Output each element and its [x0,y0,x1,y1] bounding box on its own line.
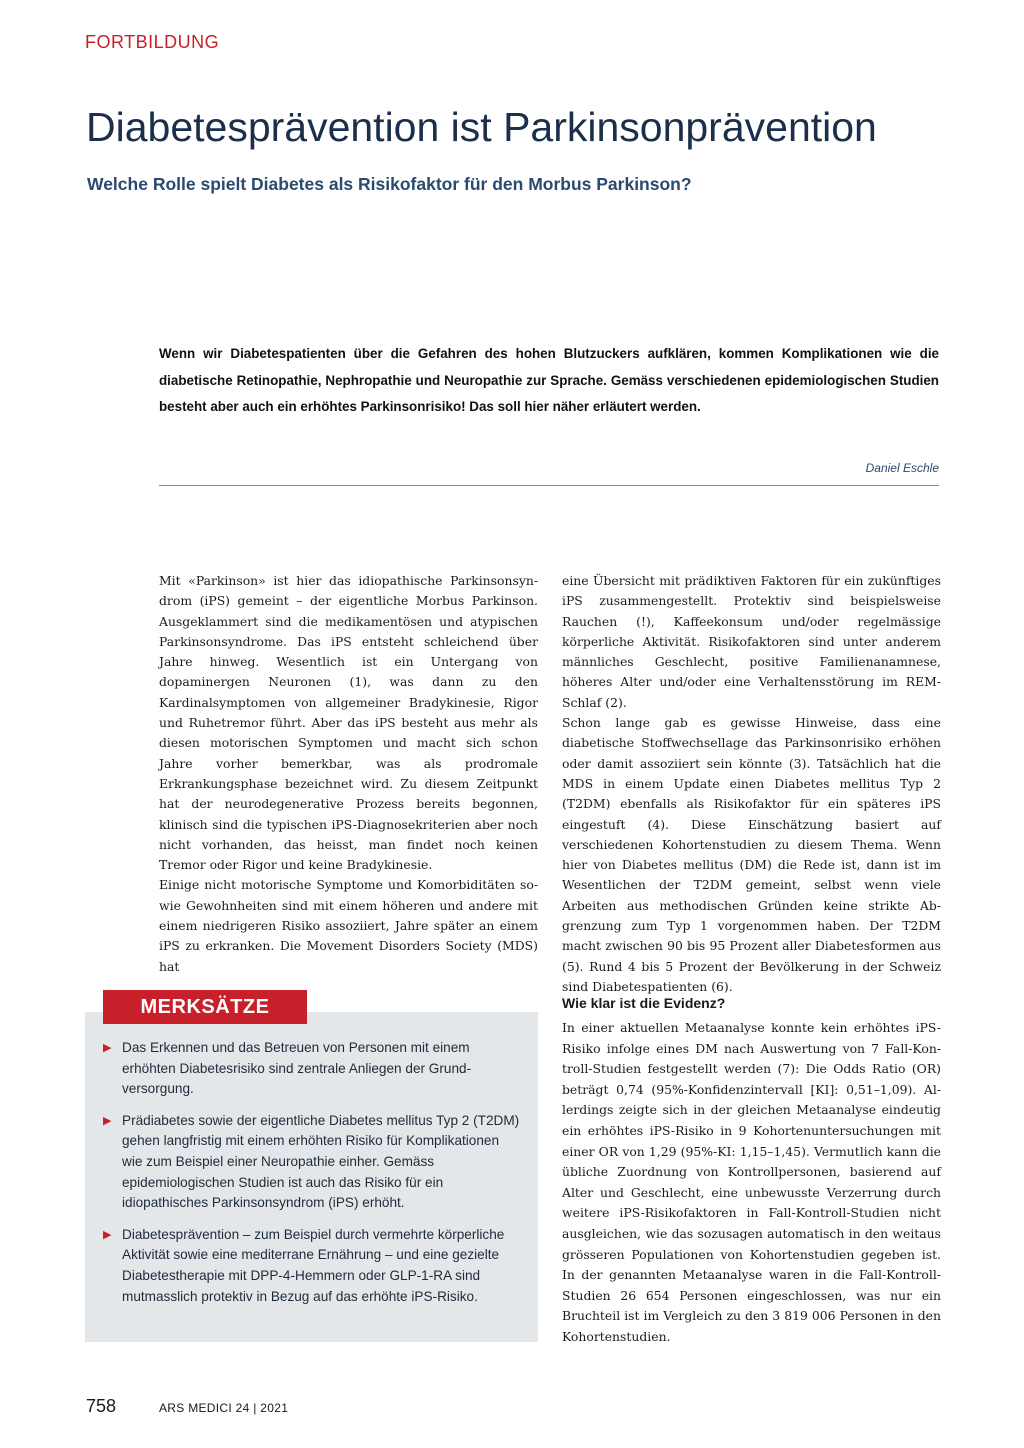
right-column [562,571,941,997]
journal-issue: ARS MEDICI 24 | 2021 [159,1401,289,1415]
list-item-text: Das Erkennen und das Betreuen von Personen mit einem erhöhten Diabetesrisiko sind zentrale Anliegen der Grundversorgung. [122,1040,472,1097]
list-item-text: Prädiabetes sowie der eigentliche Diabetes mellitus Typ 2 (T2DM) gehen langfristig mit einem erhöhten Risiko für Komplikationen wie zum Beispiel einer Neuropathie einher. Gemäss epidemiologischen Studien ist auch das Risiko für ein idiopathisches Parkinsonsyndrom (iPS) erhöht. [122,1112,520,1211]
list-item-text: Diabetesprävention – zum Beispiel durch vermehrte körperliche Aktivität sowie eine mediterrane Ernährung – und eine gezielte Diabetestherapie mit DPP-4-Hemmern oder GLP-1-RA sind mutmasslich protektiv in Bezug auf das erhöhte iPS-Risiko. [122,1226,505,1304]
list-item [103,1111,523,1214]
triangle-bullet-icon: ▶ [103,1042,112,1054]
article-title: Diabetesprävention ist Parkinsonprävention [86,104,877,150]
body-paragraph: Schon lange gab es gewisse Hinweise, dass eine diabetische Stoffwechsellage das Parkinsonrisiko erhöhen oder damit assoziiert sein könnte (3). Tatsächlich hat die MDS in einem Update einen Diabetes mellitus Typ 2 (T2DM) ebenfalls als Risikofaktor für ein späteres iPS eingestuft (4). Diese Einschätzung basiert auf verschiedenen Kohortenstudien zu diesem Thema. Wenn hier von Diabetes mellitus (DM) die Rede ist, dann ist im Wesentlichen der T2DM gemeint, selbst wenn viele Arbeiten aus methodischen Gründen keine strikte Abgrenzung zum Typ 1 vorgenommen haben. Der T2DM macht zwischen 90 bis 95 Prozent aller Diabetesformen aus (5). Rund 4 bis 5 Prozent der Bevölkerung in der Schweiz sind Diabetespatienten (6). [562,715,941,994]
author-name: Daniel Eschle [865,461,939,475]
list-item [103,1225,523,1307]
key-points-title: MERKSÄTZE [103,990,307,1024]
body-paragraph: Mit «Parkinson» ist hier das idiopathische Parkinsonsyndrom (iPS) gemeint – der eigentliche Morbus Parkinson. Ausgeklammert sind die medikamentösen und atypischen Parkinsonsyndrome. Das iPS entsteht schleichend über Jahre hinweg. Wesentlich ist ein Untergang von dopaminergen Neuronen (1), was dann zu den Kardinalsymptomen von allgemeiner Bradykinesie, Rigor und Ruhetremor führt. Aber das iPS besteht aus mehr als diesen motorischen Symptomen und macht sich schon Jahre vorher bemerkbar, was als prodromale Erkrankungsphase bezeichnet wird. Zu diesem Zeitpunkt hat der neurodegenerative Prozess bereits begonnen, klinisch sind die typischen iPS-Diagnosekriterien aber noch nicht vorhanden, das heisst, man findet noch keinen Tremor oder Rigor und keine Bradykinesie. [159,573,538,873]
section-heading-evidence: Wie klar ist die Evidenz? [562,995,726,1011]
page-number: 758 [86,1396,117,1416]
lead-paragraph: Wenn wir Diabetespatienten über die Gefahren des hohen Blutzuckers aufklären, kommen Komplikationen wie die diabetische Retinopathie, Nephropathie und Neuropathie zur Sprache. Gemäss verschiedenen epidemiologischen Studien besteht aber auch ein erhöhtes Parkinsonrisiko! Das soll hier näher erläutert werden. [159,346,939,414]
list-item [103,1038,523,1100]
evidence-column [562,1018,941,1348]
article-subtitle: Welche Rolle spielt Diabetes als Risikofaktor für den Morbus Parkinson? [87,174,692,194]
body-paragraph: In einer aktuellen Metaanalyse konnte kein erhöhtes iPS-Risiko infolge eines DM nach Auswertung von 7 Fall-Kontroll-Studien festgestellt werden (7): Die Odds Ratio (OR) beträgt 0,74 (95%-Konfidenzintervall [KI]: 0,51–1,09). Allerdings zeigte sich in der gleichen Metaanalyse eindeutig ein erhöhtes iPS-Risiko in 9 Kohortenuntersuchungen mit einer OR von 1,29 (95%-KI: 1,15–1,45). Vermutlich kann die übliche Zuordnung von Kontrollpersonen, basierend auf Alter und Geschlecht, eine unbewusste Verzerrung durch weitere iPS-Risikofaktoren in Fall-Kontroll-Studien nicht ausgleichen, wie das sozusagen automatisch in den weitaus grösseren Populationen von Kohortenstudien gegeben ist. In der genannten Metaanalyse waren in die Fall-Kontroll-Studien 26 654 Personen eingeschlossen, was nur ein Bruchteil ist im Vergleich zu den 3 819 006 Personen in den Kohortenstudien. [562,1020,941,1344]
triangle-bullet-icon: ▶ [103,1228,112,1241]
body-paragraph: eine Übersicht mit prädiktiven Faktoren für ein zukünftiges iPS zusammengestellt. Protektiv sind beispielsweise Rauchen (!), Kaffeekonsum und/oder regelmässige körperliche Aktivität. Risikofaktoren sind unter anderem männliches Geschlecht, positive Familienanamnese, höheres Alter und/oder eine Verhaltensstörung im REM-Schlaf (2). [562,573,941,710]
triangle-bullet-icon: ▶ [103,1114,112,1127]
left-column [159,571,538,977]
section-label: FORTBILDUNG [85,32,220,52]
body-paragraph: Einige nicht motorische Symptome und Komorbiditäten sowie Gewohnheiten sind mit einem höheren und andere mit einem niedrigeren Risiko assoziiert, Jahre später an einem iPS zu erkranken. Die Movement Disorders Society (MDS) hat [159,877,538,974]
divider-rule [159,485,939,486]
key-points-list [103,1038,523,1318]
